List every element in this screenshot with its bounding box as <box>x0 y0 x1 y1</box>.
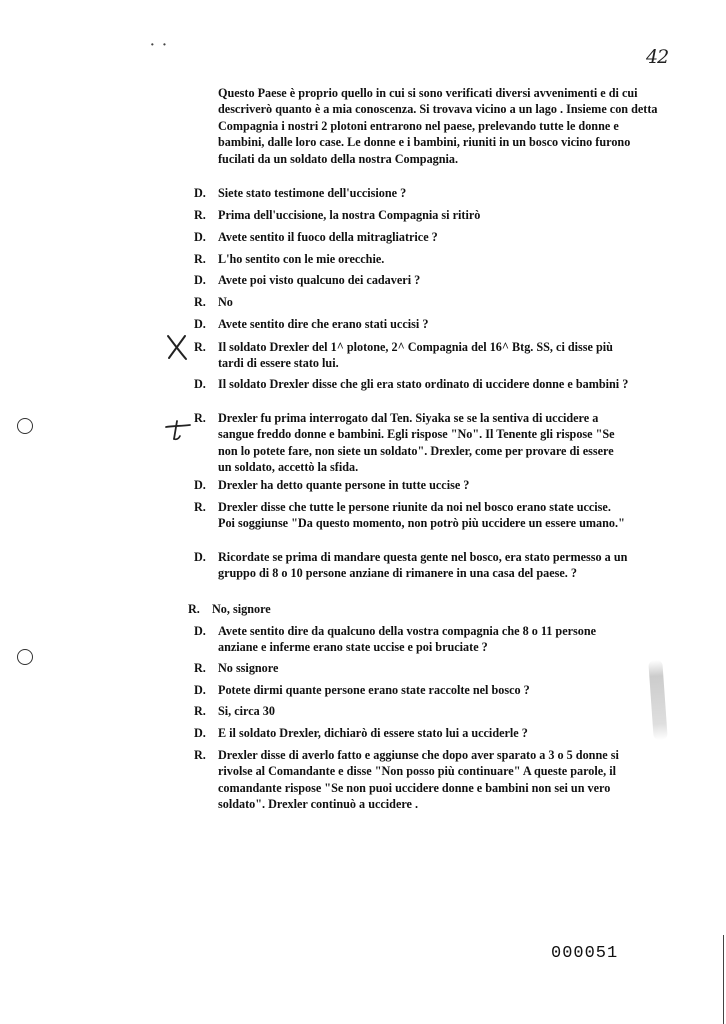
handwritten-page-number: 42 <box>646 46 669 68</box>
exchange-text: Si, circa 30 <box>218 704 275 718</box>
speaker-label: R. <box>194 208 206 222</box>
exchange-text: Drexler disse di averlo fatto e aggiunse che dopo aver sparato a 3 o 5 donne si rivolse al Comandante e disse "Non posso più continuare" A queste parole, il comandante rispose "Se non puoi uccidere donne e bambini non sei un vero soldato". Drexler continuò a uccidere . <box>218 748 619 812</box>
exchange-question <box>194 682 630 698</box>
exchange-question <box>194 185 630 201</box>
exchange-text: Prima dell'uccisione, la nostra Compagnia si ritirò <box>218 208 481 222</box>
speaker-label: D. <box>194 186 206 200</box>
speaker-label: R. <box>194 411 206 425</box>
exchange-answer <box>194 207 630 223</box>
speaker-label: D. <box>194 624 206 638</box>
exchange-question <box>194 229 630 245</box>
exchange-text: Drexler ha detto quante persone in tutte uccise ? <box>218 478 470 492</box>
speaker-label: R. <box>194 252 206 266</box>
exchange-answer <box>194 660 630 676</box>
exchange-text: Drexler disse che tutte le persone riunite da noi nel bosco erano state uccise. Poi soggiunse "Da questo momento, non potrò più uccidere un essere umano." <box>218 500 625 531</box>
exchange-text: Il soldato Drexler disse che gli era stato ordinato di uccidere donne e bambini ? <box>218 377 629 391</box>
exchange-answer <box>194 410 630 476</box>
exchange-text: Avete sentito dire da qualcuno della vostra compagnia che 8 o 11 persone anziane e inferme erano state uccise e poi bruciate ? <box>218 624 597 655</box>
speaker-label: R. <box>194 500 206 514</box>
exchange-text: L'ho sentito con le mie orecchie. <box>218 252 385 266</box>
exchange-question <box>194 623 630 656</box>
exchange-text: Ricordate se prima di mandare questa gente nel bosco, era stato permesso a un gruppo di 8 o 10 persone anziane di rimanere in una casa del paese. ? <box>218 550 628 581</box>
exchange-text: E il soldato Drexler, dichiarò di essere stato lui a ucciderle ? <box>218 726 528 740</box>
page-edge-line <box>723 935 724 1024</box>
exchange-answer <box>194 499 630 532</box>
speaker-label: R. <box>194 704 206 718</box>
speaker-label: D. <box>194 230 206 244</box>
handwritten-x-mark-icon <box>164 332 190 362</box>
exchange-text: Avete sentito dire che erano stati uccisi ? <box>218 317 429 331</box>
punch-hole-icon <box>17 418 33 434</box>
punch-hole-icon <box>17 649 33 665</box>
exchange-answer <box>188 601 624 617</box>
margin-smudge <box>648 660 668 741</box>
top-dots: · · <box>150 38 169 53</box>
intro-paragraph: Questo Paese è proprio quello in cui si sono verificati diversi avvenimenti e di cui descriverò quanto è a mia conoscenza. Si trovava vicino a un lago . Insieme con detta Compagnia i nostri 2 plotoni entrarono nel paese, prelevando tutte le donne e bambini, dalle loro case. Le donne e i bambini, riuniti in un bosco vicino furono fucilati da un soldato della nostra Compagnia. <box>218 86 658 166</box>
exchange-text: No ssignore <box>218 661 279 675</box>
exchange-question <box>194 725 630 741</box>
exchange-text: Drexler fu prima interrogato dal Ten. Siyaka se se la sentiva di uccidere a sangue freddo donne e bambini. Egli rispose "No". Il Tenente gli rispose "Se non lo potete fare, non siete un soldato". Drexler, come per provare di essere un soldato, accettò la sfida. <box>218 411 615 475</box>
speaker-label: R. <box>194 748 206 762</box>
document-number: 000051 <box>551 944 619 963</box>
speaker-label: R. <box>194 295 206 309</box>
exchange-text: Potete dirmi quante persone erano state raccolte nel bosco ? <box>218 683 530 697</box>
exchange-answer <box>194 294 630 310</box>
exchange-question <box>194 477 630 493</box>
speaker-label: D. <box>194 683 206 697</box>
exchange-question <box>194 376 630 392</box>
speaker-label: D. <box>194 478 206 492</box>
exchange-question <box>194 549 630 582</box>
speaker-label: D. <box>194 317 206 331</box>
exchange-answer <box>194 747 630 813</box>
speaker-label: D. <box>194 726 206 740</box>
exchange-text: Avete sentito il fuoco della mitragliatrice ? <box>218 230 438 244</box>
speaker-label: D. <box>194 550 206 564</box>
exchange-answer <box>194 339 630 372</box>
exchange-text: No, signore <box>212 602 271 616</box>
exchange-text: Siete stato testimone dell'uccisione ? <box>218 186 407 200</box>
exchange-answer <box>194 251 630 267</box>
speaker-label: R. <box>188 602 200 616</box>
speaker-label: D. <box>194 377 206 391</box>
exchange-text: Avete poi visto qualcuno dei cadaveri ? <box>218 273 421 287</box>
speaker-label: R. <box>194 661 206 675</box>
speaker-label: R. <box>194 340 206 354</box>
exchange-question <box>194 316 630 332</box>
exchange-text: Il soldato Drexler del 1^ plotone, 2^ Compagnia del 16^ Btg. SS, ci disse più tardi di essere stato lui. <box>218 340 613 371</box>
exchange-question <box>194 272 630 288</box>
handwritten-plus-mark-icon <box>164 418 192 444</box>
exchange-text: No <box>218 295 233 309</box>
exchange-answer <box>194 703 630 719</box>
speaker-label: D. <box>194 273 206 287</box>
